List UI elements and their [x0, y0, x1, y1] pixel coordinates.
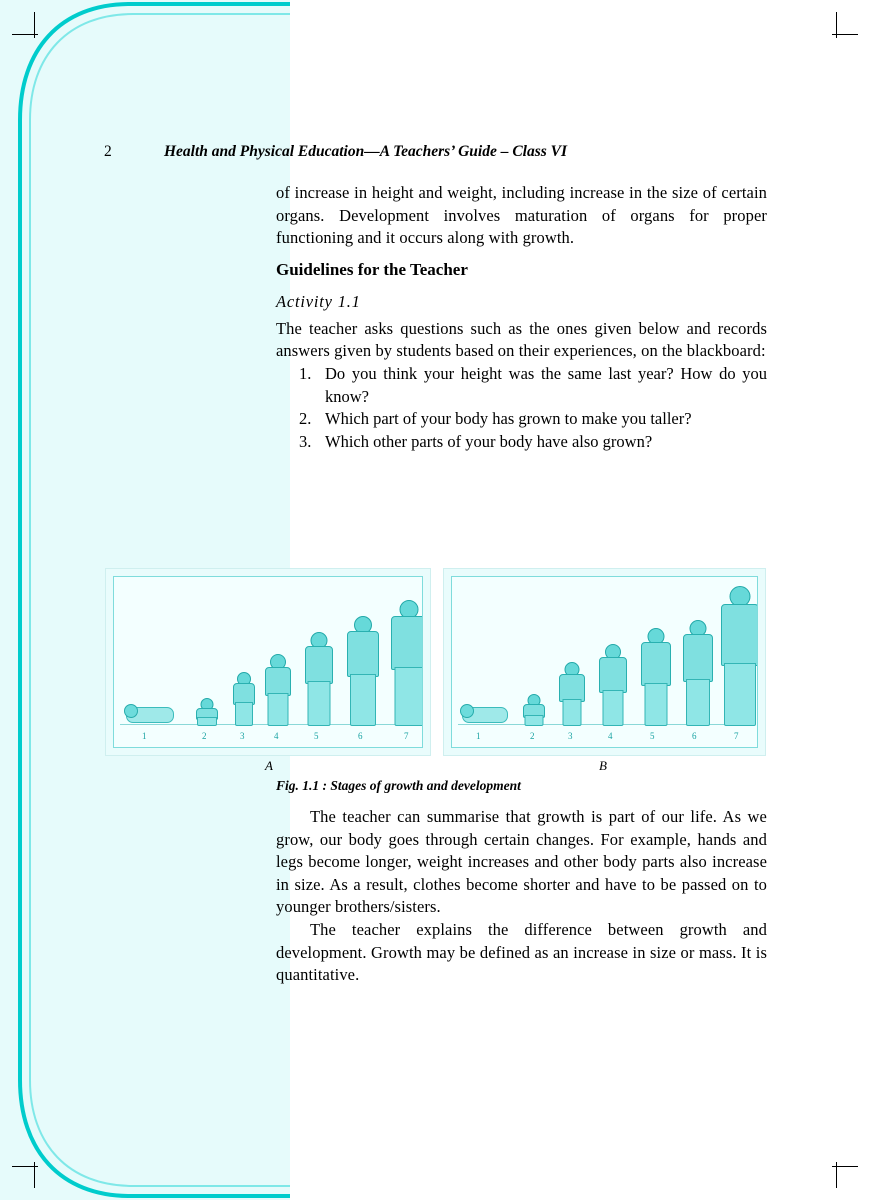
crop-mark-bottom-left [12, 1162, 38, 1188]
figure-person-male-4 [264, 654, 292, 724]
paragraph-summarise: The teacher can summarise that growth is part of our life. As we grow, our body goes through certain changes. For example, hands and legs become longer, weight increases and other body parts also increase in size. As a result, clothes become shorter and have to be passed on to younger brothers/sisters. [276, 807, 767, 917]
figure-person-female-5 [640, 628, 672, 724]
list-item-number: 2. [299, 409, 312, 429]
figure-person-male-3 [232, 672, 256, 724]
figure-person-female-4 [598, 644, 628, 724]
figure-stage-number: 4 [608, 731, 613, 741]
figure-caption: Fig. 1.1 : Stages of growth and development [276, 778, 521, 793]
page-number: 2 [104, 143, 112, 160]
figure-panel-b-inner [451, 576, 758, 748]
figure-stage-number: 2 [530, 731, 535, 741]
figure-stage-number: 6 [692, 731, 697, 741]
list-item [276, 408, 767, 431]
figure-stage-number: 4 [274, 731, 279, 741]
list-item [276, 431, 767, 454]
paragraph-explains: The teacher explains the difference between growth and development. Growth may be defined as an increase in size or mass. It is quantitative. [276, 919, 767, 985]
heading-guidelines-for-teacher: Guidelines for the Teacher [276, 259, 468, 279]
page-header [104, 143, 769, 161]
figure-person-female-6 [682, 620, 714, 724]
list-item-text: Which part of your body has grown to make you taller? [325, 409, 692, 429]
activity-label: Activity 1.1 [276, 291, 361, 311]
list-item [276, 363, 767, 408]
list-item-number: 1. [299, 363, 312, 383]
figure-1-1 [105, 568, 766, 756]
crop-mark-top-left [12, 12, 38, 38]
figure-stage-number: 6 [358, 731, 363, 741]
figure-stage-number: 5 [314, 731, 319, 741]
list-item-number: 3. [299, 431, 312, 451]
running-head: Health and Physical Education—A Teachers’ Guide – Class VI [164, 143, 568, 160]
main-text-column-lower [276, 806, 767, 987]
paragraph-activity-intro: The teacher asks questions such as the ones given below and records answers given by students based on their experiences, on the blackboard: [276, 318, 767, 361]
figure-stage-number: 7 [734, 731, 739, 741]
question-list [276, 363, 767, 453]
figure-stage-number: 3 [568, 731, 573, 741]
figure-panel-b [443, 568, 766, 756]
figure-stage-number: 5 [650, 731, 655, 741]
figure-person-male-5 [304, 632, 334, 724]
crop-mark-bottom-right [832, 1162, 858, 1188]
figure-person-female-2 [520, 694, 548, 724]
figure-label-b: B [599, 758, 607, 773]
figure-person-female-3 [558, 662, 586, 724]
paragraph-continued: of increase in height and weight, including increase in the size of certain organs. Development involves maturation of organs for proper functioning and it occurs along with growth. [276, 183, 767, 248]
figure-person-male-6 [346, 616, 380, 724]
crop-mark-top-right [832, 12, 858, 38]
figure-stage-number: 7 [404, 731, 409, 741]
figure-panel-labels [105, 758, 766, 774]
main-text-column-upper [276, 182, 767, 453]
figure-stage-number: 2 [202, 731, 207, 741]
figure-stage-number: 1 [476, 731, 481, 741]
figure-person-male-2 [192, 698, 222, 724]
figure-person-female-1 [462, 707, 508, 723]
list-item-text: Do you think your height was the same last year? How do you know? [325, 363, 767, 406]
figure-stage-number: 1 [142, 731, 147, 741]
figure-label-a: A [265, 758, 273, 773]
figure-person-male-1 [126, 707, 174, 723]
figure-panel-a [105, 568, 431, 756]
figure-panel-a-inner [113, 576, 423, 748]
list-item-text: Which other parts of your body have also grown? [325, 431, 653, 451]
figure-person-female-7 [720, 586, 758, 724]
figure-stage-number: 3 [240, 731, 245, 741]
figure-person-male-7 [390, 600, 423, 724]
